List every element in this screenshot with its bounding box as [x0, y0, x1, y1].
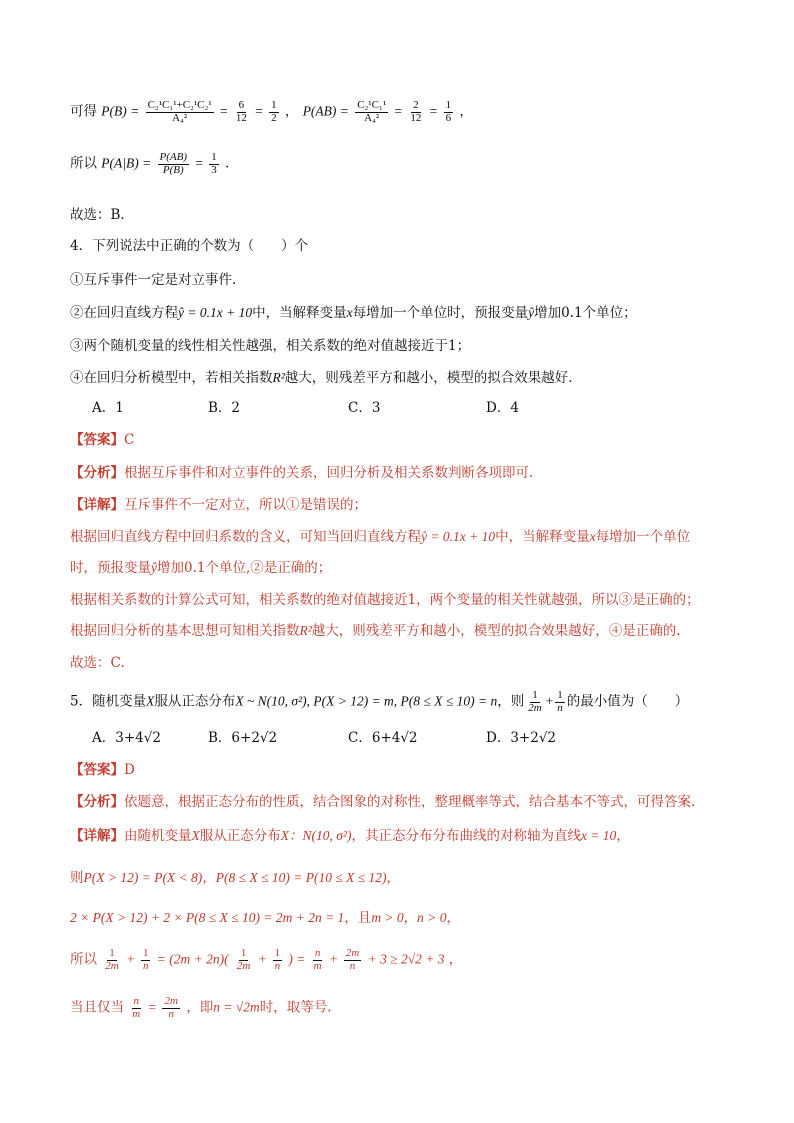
q4-detail-2	[70, 529, 690, 545]
answer-value: D	[124, 762, 135, 778]
equals: =	[219, 103, 228, 119]
numerator: 1	[532, 689, 538, 701]
text: 4．下列说法中正确的个数为（ ）个	[70, 238, 309, 254]
text: 越大，则残差平方和越小，模型的拟合效果越好，④是正确的.	[311, 623, 681, 639]
math: X ~ N(10, σ²), P(X > 12) = m, P(8 ≤ X ≤ 10) = n	[235, 693, 498, 709]
answer-choice-b	[70, 207, 125, 223]
text: ③两个随机变量的线性相关性越强，相关系数的绝对值越接近于1；	[70, 338, 471, 354]
equals: =	[255, 103, 263, 119]
text: 增加0.1个单位,	[157, 560, 251, 576]
fraction	[526, 690, 543, 714]
q4-detail-3	[70, 560, 331, 576]
text: ，即	[186, 999, 214, 1016]
text: 服从正态分布	[154, 693, 236, 710]
text: 时，预报变量	[70, 560, 151, 576]
q4-statement-2	[70, 305, 637, 321]
numerator: 1	[445, 99, 452, 111]
text: 故选：C.	[70, 655, 125, 671]
numerator: 2m	[345, 947, 360, 959]
text: 根据回归直线方程中回归系数的含义，可知当回归直线方程	[70, 529, 421, 545]
equals: =	[429, 103, 438, 119]
detail-text: 互斥事件不一定对立，所以①是错误的；	[124, 497, 367, 513]
math-pab: P(AB) =	[302, 103, 349, 119]
text: ，	[403, 910, 418, 926]
numerator: n	[133, 995, 140, 1007]
text: 的最小值为（ ）	[566, 693, 689, 710]
fraction	[141, 948, 151, 972]
q5-detail-3	[70, 910, 460, 926]
fraction	[273, 948, 283, 972]
text: 中，当解释变量	[495, 529, 590, 545]
text: 中，当解释变量	[252, 305, 347, 321]
plus: +	[258, 951, 267, 967]
q4-detail-4	[70, 592, 700, 608]
q4-answer	[70, 432, 134, 448]
text: 时，取等号.	[259, 999, 332, 1016]
numerator: 6	[238, 99, 245, 111]
option-b: B．6+2√2	[208, 730, 278, 746]
option-a: A．3+4√2	[92, 730, 161, 746]
text: ，且	[344, 910, 372, 926]
fraction	[355, 100, 388, 124]
math: P(A|B) =	[101, 155, 152, 171]
q4-conclusion	[70, 655, 125, 671]
fraction	[146, 100, 214, 124]
text: 每增加一个单位时，预报变量	[352, 305, 529, 321]
text: ，	[386, 870, 401, 886]
denominator: 2m	[105, 959, 119, 972]
text: ，其正态分布分布曲线的对称轴为直线	[351, 828, 581, 844]
text: ，	[616, 828, 630, 844]
text: 故选：B.	[70, 207, 125, 223]
math: m > 0	[371, 910, 404, 925]
fraction	[444, 100, 454, 124]
math: + 3 ≥ 2√2 + 3	[367, 951, 445, 967]
text: .	[225, 155, 230, 172]
fraction	[103, 948, 120, 972]
answer-tag: 【答案】	[70, 432, 124, 448]
fraction	[130, 996, 142, 1020]
fraction	[269, 100, 279, 124]
text: 所以	[70, 951, 97, 968]
option-a: A．1	[92, 400, 124, 416]
detail-tag: 【详解】	[70, 828, 124, 844]
answer-tag: 【答案】	[70, 762, 124, 778]
fraction	[312, 948, 324, 972]
math: ŷ	[528, 305, 535, 320]
fraction	[344, 948, 361, 972]
analysis-tag: 【分析】	[70, 794, 124, 810]
q5-detail-5	[70, 996, 332, 1020]
analysis-text: 依题意，根据正态分布的性质，结合图象的对称性，整理概率等式，结合基本不等式，可得答案.	[124, 794, 696, 810]
denominator: 2	[271, 111, 277, 124]
denominator: n	[349, 959, 356, 972]
text: ②是正确的；	[250, 560, 332, 576]
math: X	[191, 828, 200, 843]
math: P(X > 12) = P(X < 8)，P(8 ≤ X ≤ 10) = P(10 ≤ X ≤ 12)	[83, 870, 387, 885]
denominator: A₄²	[172, 111, 188, 124]
numerator: n	[314, 947, 321, 959]
plus: +	[545, 693, 554, 709]
q5-detail-4	[70, 948, 462, 972]
math: ) =	[288, 951, 306, 967]
fraction	[235, 948, 252, 972]
fraction	[209, 152, 219, 176]
numerator: 1	[109, 947, 115, 959]
q4-analysis	[70, 465, 543, 481]
option-b: B．2	[208, 400, 241, 416]
text: ④在回归分析模型中，若相关指数	[70, 370, 273, 386]
plus: +	[127, 951, 135, 967]
option-c: C．3	[348, 400, 381, 416]
text: 则	[70, 870, 84, 886]
analysis-text: 根据互斥事件和对立事件的关系，回归分析及相关系数判断各项即可．	[124, 465, 543, 481]
math: x = 10	[580, 828, 617, 843]
math: x	[346, 305, 353, 320]
denominator: P(B)	[162, 163, 184, 176]
q4-title	[70, 238, 308, 254]
q4-detail-1	[70, 497, 367, 513]
numerator: 1	[211, 151, 217, 163]
math: X	[146, 693, 155, 709]
math: x	[589, 529, 596, 544]
numerator: 1	[557, 689, 563, 701]
text: ，	[448, 951, 463, 968]
option-d: D．4	[486, 400, 519, 416]
text: ①互斥事件一定是对立事件.	[70, 272, 237, 288]
text: 增加0.1个单位；	[534, 305, 637, 321]
denominator: 12	[235, 111, 247, 124]
denominator: n	[557, 701, 563, 714]
q4-statement-3	[70, 338, 470, 354]
fraction	[234, 100, 249, 124]
numerator: P(AB)	[159, 151, 188, 163]
equals: =	[195, 155, 203, 171]
denominator: 2m	[528, 701, 542, 714]
q4-detail-5	[70, 623, 681, 639]
q5-answer	[70, 762, 135, 778]
denominator: 3	[211, 163, 217, 176]
math: = (2m + 2n)(	[156, 951, 229, 967]
numerator: 1	[274, 947, 281, 959]
numerator: 1	[142, 947, 149, 959]
denominator: 2m	[236, 959, 251, 972]
fraction	[555, 690, 565, 714]
text: 5．随机变量	[70, 693, 147, 710]
denominator: m	[132, 1007, 141, 1020]
fraction	[158, 152, 189, 176]
text: ②在回归直线方程	[70, 305, 178, 321]
text: 服从正态分布	[199, 828, 281, 844]
math: R²	[272, 370, 285, 385]
denominator: n	[142, 959, 149, 972]
equals: =	[148, 999, 157, 1015]
text: 所以	[70, 155, 97, 172]
plus: +	[329, 951, 338, 967]
q5-analysis	[70, 794, 695, 810]
denominator: n	[168, 1007, 174, 1020]
fraction	[162, 996, 179, 1020]
q5-detail-2	[70, 870, 400, 886]
text: 可得	[70, 103, 97, 120]
text: 根据回归分析的基本思想可知相关指数	[70, 623, 300, 639]
numerator: 2	[413, 99, 419, 111]
equals: =	[394, 103, 403, 119]
text: ，	[446, 910, 461, 926]
option-d: D．3+2√2	[486, 730, 557, 746]
numerator: 2m	[164, 995, 178, 1007]
math: n > 0	[417, 910, 447, 925]
denominator: n	[274, 959, 281, 972]
numerator: 1	[271, 99, 277, 111]
text: ，	[459, 103, 473, 120]
math-pb: P(B) =	[101, 103, 140, 119]
text: 每增加一个单位	[595, 529, 691, 545]
prob-line-1	[70, 100, 473, 124]
q5-title	[70, 690, 688, 714]
math: X：N(10, σ²)	[280, 828, 352, 843]
numerator: 1	[240, 947, 247, 959]
q4-statement-1	[70, 272, 236, 288]
math: ŷ = 0.1x + 10	[178, 305, 253, 320]
answer-value: C	[124, 432, 135, 448]
denominator: 12	[410, 111, 422, 124]
numerator: C₂¹C₁¹	[357, 99, 387, 111]
math: ŷ = 0.1x + 10	[421, 529, 496, 544]
denominator: m	[313, 959, 322, 972]
denominator: 6	[445, 111, 452, 124]
text: 越大，则残差平方和越小，模型的拟合效果越好．	[284, 370, 582, 386]
text: 由随机变量	[124, 828, 192, 844]
text: ，则	[497, 693, 525, 710]
math: R²	[299, 623, 312, 638]
numerator: C₂¹C₁¹+C₂¹C₂¹	[147, 99, 212, 111]
text: ，	[284, 103, 299, 120]
prob-line-2	[70, 152, 229, 176]
analysis-tag: 【分析】	[70, 465, 124, 481]
denominator: A₄²	[364, 111, 380, 124]
fraction	[408, 100, 423, 124]
option-c: C．6+4√2	[348, 730, 418, 746]
text: 当且仅当	[70, 999, 124, 1016]
q4-statement-4	[70, 370, 582, 386]
math: n = √2m	[213, 999, 260, 1015]
math: ŷ	[151, 560, 157, 575]
detail-tag: 【详解】	[70, 497, 124, 513]
text: 根据相关系数的计算公式可知，相关系数的绝对值越接近1，两个变量的相关性就越强，所以③是正确的；	[70, 592, 700, 608]
math: 2 × P(X > 12) + 2 × P(8 ≤ X ≤ 10) = 2m + 2n = 1	[70, 910, 345, 925]
q5-detail-1	[70, 828, 630, 844]
